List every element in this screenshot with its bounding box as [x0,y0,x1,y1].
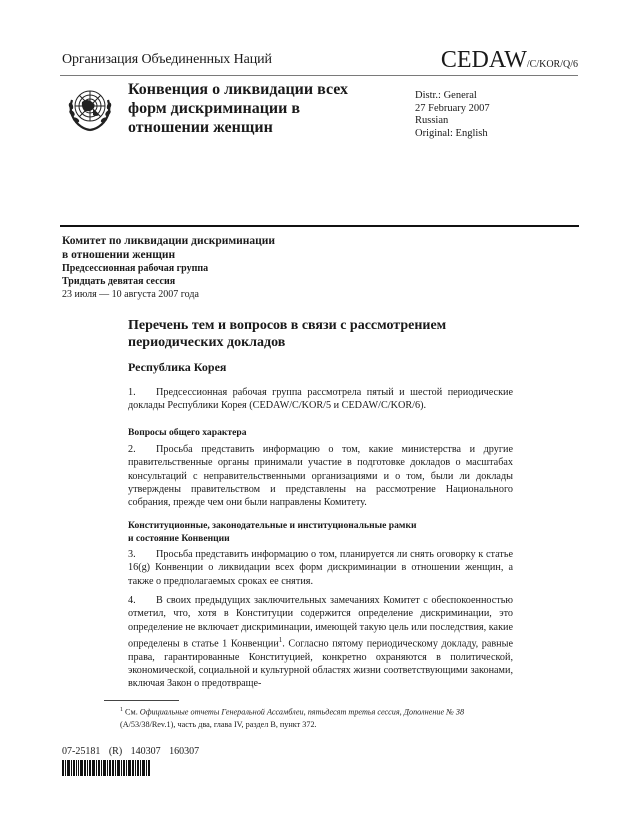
distribution-block [415,90,490,140]
paragraph-number: 1. [128,387,136,398]
paragraph-1 [128,386,513,413]
footnote-mark: 1 [120,707,123,713]
symbol-sub: /C/KOR/Q/6 [526,59,578,70]
document-symbol [441,47,578,74]
subheading-line: и состояние Конвенции [128,533,230,544]
document-title [128,317,513,351]
convention-title-line: Конвенция о ликвидации всех [128,81,349,98]
document-title-line: периодических докладов [128,335,286,350]
committee-block [62,234,362,301]
footnote-lead: См. [125,707,138,717]
subheading-general: Вопросы общего характера [128,427,247,438]
job-number-line [62,746,199,757]
paragraph-text: Просьба представить информацию о том, какие министерства и другие правительственные органы принимали участие в подготовке докладов о масштабах консультаций с неправительственными организациями и о том, были ли доклады утверждены правительством и представлены на рассмотрение Национального собрания, прежде чем они были направлены Комитету. [128,444,513,509]
footnote-reference-text: (A/53/38/Rev.1), часть два, глава IV, раздел B, пункт 372. [120,719,317,729]
footnote [120,704,515,731]
distribution-type: Distr.: General [415,90,477,101]
paragraph-text: Просьба представить информацию о том, планируется ли снять оговорку к статье 16(g) Конвенции о ликвидации всех форм дискриминации в отношении женщин, а также о предполагаемых сроках ее снятия. [128,549,513,587]
document-language: Russian [415,115,449,126]
committee-name-line: в отношении женщин [62,249,176,261]
organization-name: Организация Объединенных Наций [62,52,272,67]
subheading-line: Конституционные, законодательные и институциональные рамки [128,520,417,531]
paragraph-number: 3. [128,549,136,560]
document-title-line: Перечень тем и вопросов в связи с рассмотрением [128,318,447,333]
barcode [62,760,166,776]
convention-title [128,80,348,137]
committee-name-line: Комитет по ликвидации дискриминации [62,235,276,247]
subheading-constitutional [128,519,513,545]
paragraph-2 [128,443,513,509]
original-language: Original: English [415,127,488,139]
paragraph-4 [128,594,513,690]
job-date-1: 140307 [130,746,161,757]
paragraph-number: 2. [128,444,136,455]
footnote-separator [104,700,179,701]
document-date: 27 February 2007 [415,102,490,114]
paragraph-text: Предсессионная рабочая группа рассмотрела пятый и шестой периодические доклады Республики Корея (CEDAW/C/KOR/5 и CEDAW/C/KOR/6). [128,387,513,412]
paragraph-3 [128,548,513,588]
section-rule [60,225,579,227]
job-number: 07-25181 (R) [62,746,123,757]
session-name: Тридцать девятая сессия [62,276,176,287]
job-date-2: 160307 [169,746,200,757]
footnote-reference[interactable]: 1 [278,635,283,644]
header-rule [60,75,578,76]
symbol-main: CEDAW [440,47,527,73]
paragraph-text: . Согласно пятому периодическому докладу, равные права, гарантированные Конституцией, конкретно охраняются в политической, экономической, социальной и культурной областях жизни соответствующими законами, включая Закон о предотвраще- [128,638,513,690]
un-emblem-icon [62,80,118,136]
working-group: Предсессионная рабочая группа [62,263,209,274]
session-dates: 23 июля — 10 августа 2007 года [62,289,199,300]
paragraph-text: В своих предыдущих заключительных замечаниях Комитет с обеспокоенностью отметил, что, хотя в Конституции содержится определение дискриминации, это определение не включает дискриминации, имеющей такую цель или последствия, какие определены в статье 1 Конвенции [128,595,513,650]
country-heading: Республика Корея [128,360,227,374]
paragraph-number: 4. [128,595,136,606]
convention-title-line: отношении женщин [128,119,273,136]
footnote-supplement: Дополнение № 38 [403,707,465,717]
footnote-source: Официальные отчеты Генеральной Ассамблеи, пятьдесят третья сессия, [139,707,402,717]
convention-title-line: форм дискриминации в [128,100,301,117]
